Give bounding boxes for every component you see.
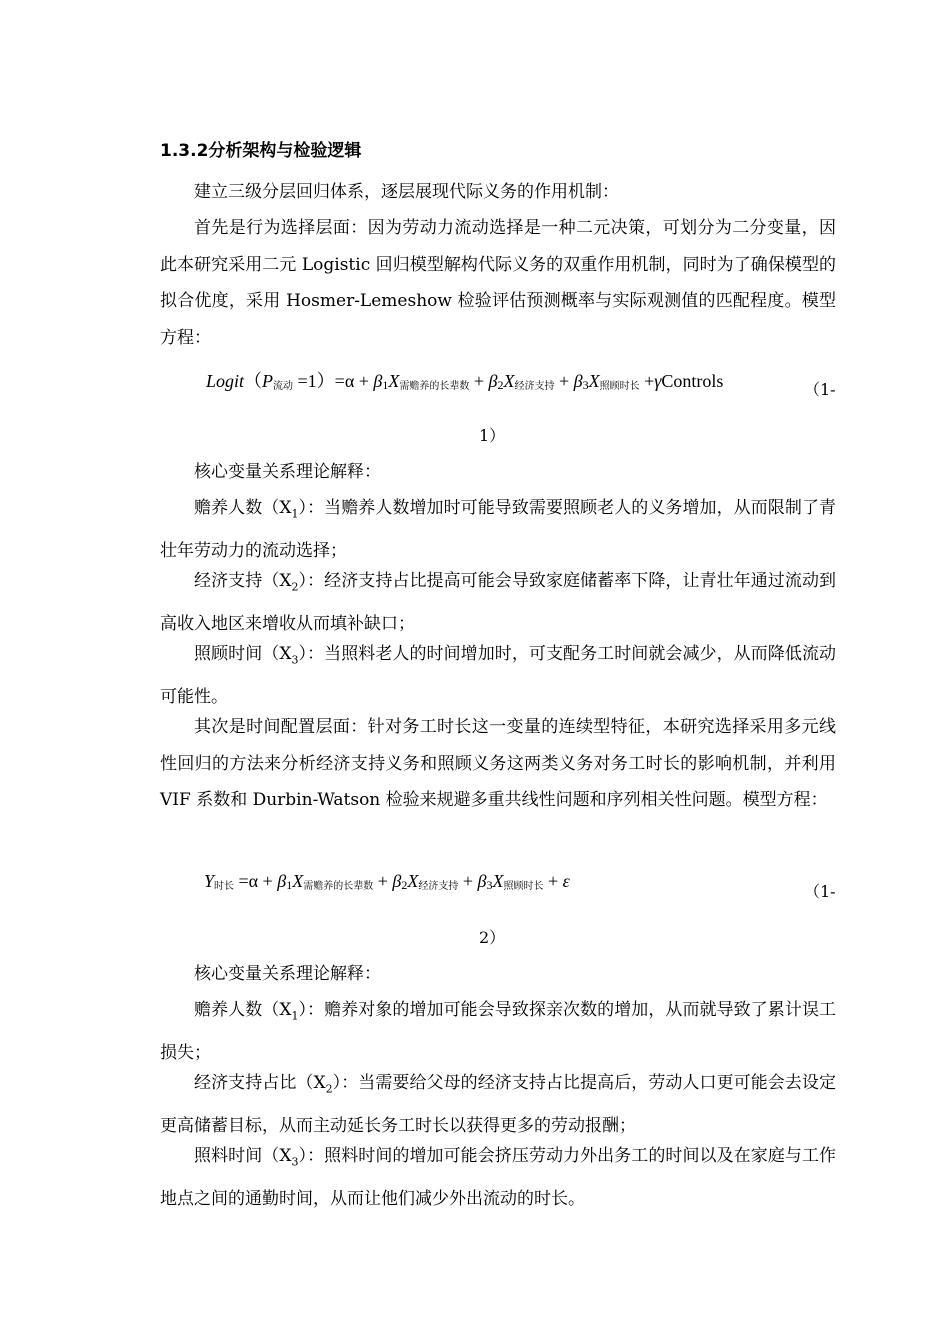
eq2-y: Y	[204, 871, 215, 891]
eq2-beta2-sub: 2	[401, 878, 408, 892]
eq1-alpha: =α +	[334, 371, 369, 391]
equation2-number-part2: 2）	[479, 928, 506, 947]
equation-logit	[206, 369, 723, 399]
eq2-x2-sub: 经济支持	[418, 881, 459, 892]
equation1-number-part1: （1-	[804, 380, 836, 399]
eq2-beta1: β	[277, 871, 287, 891]
eq2-beta1-sub: 1	[286, 878, 293, 892]
eq1-beta3-sub: 3	[582, 378, 589, 392]
eq2-alpha: =α +	[238, 871, 273, 891]
paragraph-x3-care-hours: 照料时间$(X_3)$：照料时间的增加可能会挤压劳动力外出务工的时间以及在家庭与工作地点之间的通勤时间，从而让他们减少外出流动的时长。	[160, 1146, 837, 1209]
eq1-eq-one: =1	[297, 371, 317, 391]
eq1-x2: X	[503, 371, 515, 391]
eq1-beta2: β	[488, 371, 498, 391]
eq2-x1: X	[292, 871, 304, 891]
eq2-beta3-sub: 3	[486, 878, 493, 892]
paragraph-theory-label-2: 核心变量关系理论解释：	[194, 964, 381, 984]
eq1-p-var: P	[262, 371, 274, 391]
paragraph-behavior-level: 首先是行为选择层面：因为劳动力流动选择是一种二元决策，可划分为二分变量，因此本研究采用二元 Logistic 回归模型解构代际义务的双重作用机制，同时为了确保模型的拟合优度，采用 Hosmer-Lemeshow 检验评估预测概率与实际观测值的匹配程度。模型方程：	[160, 218, 836, 348]
paragraph-x2-support-share: 经济支持占比$(X_2)$：当需要给父母的经济支持占比提高后，劳动人口更可能会去设定更高储蓄目标，从而主动延长务工时长以获得更多的劳动报酬；	[160, 1073, 836, 1136]
eq1-plus1: +	[473, 371, 485, 391]
eq1-beta2-sub: 2	[497, 378, 504, 392]
paragraph-theory-label-1: 核心变量关系理论解释：	[194, 462, 381, 482]
eq2-x3-sub: 照顾时长	[503, 881, 544, 892]
eq1-x1: X	[388, 371, 400, 391]
eq1-plus2: +	[559, 371, 570, 391]
eq1-controls: Controls	[661, 371, 724, 391]
eq1-plus3: +	[644, 371, 655, 391]
eq2-plus2: +	[462, 871, 473, 891]
paragraph-x3-care-time: 照顾时间$(X_3)$：当照料老人的时间增加时，可支配务工时间就会减少，从而降低流动可能性。	[160, 644, 837, 707]
paragraph-x1-elderly-count: 赡养人数$(X_1)$：当赡养人数增加时可能导致需要照顾老人的义务增加，从而限制了青壮年劳动力的流动选择；	[160, 498, 837, 561]
eq2-plus3: +	[547, 871, 559, 891]
eq2-x1-sub: 需赡养的长辈数	[303, 881, 374, 892]
eq2-y-sub: 时长	[214, 881, 235, 892]
eq1-gamma: γ	[654, 371, 662, 391]
equation1-number-part2: 1）	[479, 426, 506, 445]
paragraph-x1-dependents: 赡养人数$(X_1)$：赡养对象的增加可能会导致探亲次数的增加，从而就导致了累计误工损失；	[160, 1000, 837, 1063]
eq1-x3-sub: 照顾时长	[599, 381, 640, 392]
equation2-number-part1: （1-	[804, 882, 836, 901]
eq2-x2: X	[407, 871, 419, 891]
eq1-x2-sub: 经济支持	[514, 381, 555, 392]
eq2-beta2: β	[392, 871, 402, 891]
eq1-p-sub: 流动	[273, 381, 294, 392]
paragraph-x2-economic-support: 经济支持$(X_2)$：经济支持占比提高可能会导致家庭储蓄率下降，让青壮年通过流动到高收入地区来增收从而填补缺口；	[160, 571, 837, 634]
eq1-beta1: β	[373, 371, 383, 391]
equation-linear	[204, 869, 570, 899]
eq1-logit-func: Logit	[206, 371, 245, 391]
eq1-x1-sub: 需赡养的长辈数	[399, 381, 470, 392]
eq1-open-paren: （	[244, 371, 263, 391]
eq1-beta1-sub: 1	[382, 378, 389, 392]
eq2-epsilon: ε	[562, 871, 570, 891]
eq2-beta3: β	[477, 871, 487, 891]
paragraph-intro: 建立三级分层回归体系，逐层展现代际义务的作用机制：	[194, 182, 619, 202]
eq1-close-paren: ）	[316, 371, 335, 391]
eq2-plus1: +	[377, 871, 388, 891]
eq1-beta3: β	[573, 371, 583, 391]
eq1-x3: X	[588, 371, 600, 391]
eq2-x3: X	[492, 871, 504, 891]
paragraph-time-allocation-level: 其次是时间配置层面：针对务工时长这一变量的连续型特征，本研究选择采用多元线性回归的方法来分析经济支持义务和照顾义务这两类义务对务工时长的影响机制，并利用 VIF 系数和 Durbin-Watson 检验来规避多重共线性问题和序列相关性问题。模型方程：	[160, 717, 836, 810]
section-heading: 1.3.2分析架构与检验逻辑	[160, 141, 362, 161]
